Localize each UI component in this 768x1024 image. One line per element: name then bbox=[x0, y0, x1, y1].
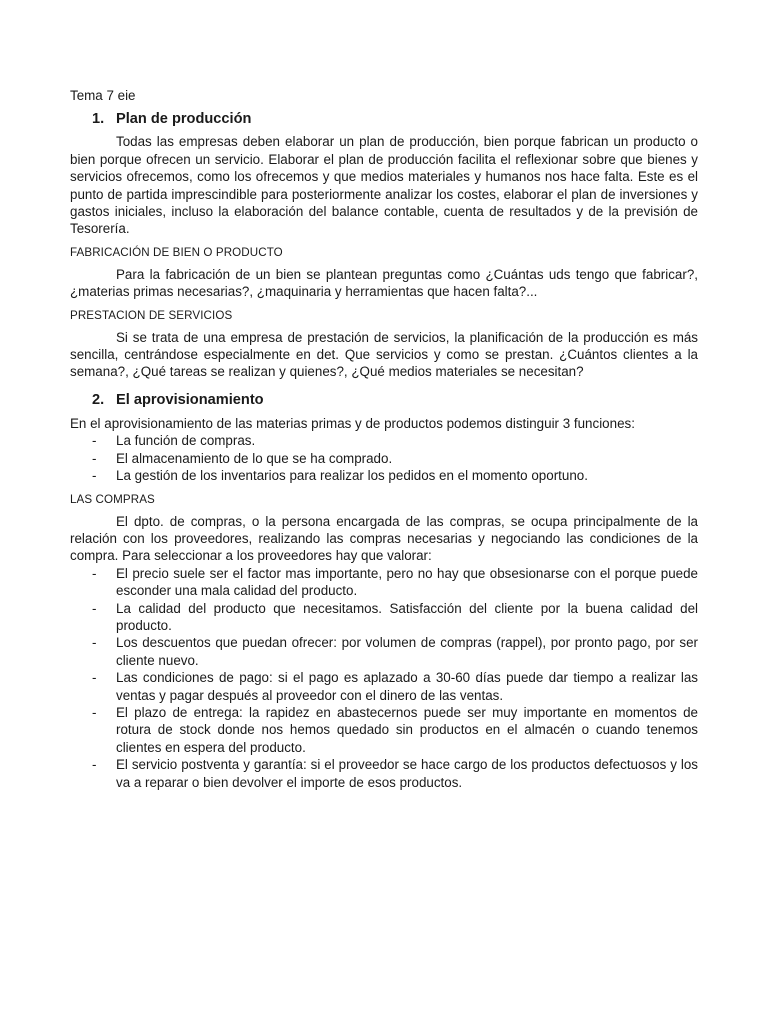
section-2-number: 2. bbox=[92, 391, 105, 408]
list-item bbox=[70, 432, 698, 449]
functions-list bbox=[70, 432, 698, 484]
subheading-prestacion: PRESTACION DE SERVICIOS bbox=[70, 308, 233, 322]
list-item bbox=[70, 565, 698, 600]
list-item-text: Las condiciones de pago: si el pago es aplazado a 30-60 días puede dar tiempo a realizar las ventas y pagar después al proveedor con el dinero de las ventas. bbox=[116, 670, 698, 703]
list-item bbox=[70, 704, 698, 756]
dash-bullet: - bbox=[92, 565, 97, 581]
list-item bbox=[70, 669, 698, 704]
list-item bbox=[70, 467, 698, 484]
aprovisionamiento-intro: En el aprovisionamiento de las materias primas y de productos podemos distinguir 3 funciones: bbox=[70, 415, 635, 431]
compras-paragraph: El dpto. de compras, o la persona encargada de las compras, se ocupa principalmente de la relación con los proveedores, realizando las compras necesarias y negociando las condiciones de la compra. Para seleccionar a los proveedores hay que valorar: bbox=[70, 513, 698, 564]
section-2-title bbox=[70, 390, 698, 410]
list-item bbox=[70, 450, 698, 467]
dash-bullet: - bbox=[92, 433, 97, 449]
dash-bullet: - bbox=[92, 704, 97, 720]
fabricacion-paragraph: Para la fabricación de un bien se plantean preguntas como ¿Cuántas uds tengo que fabricar?, ¿materias primas necesarias?, ¿maquinaria y herramientas que hacen falta?... bbox=[70, 266, 698, 300]
dash-bullet: - bbox=[92, 757, 97, 773]
document-header: Tema 7 eie bbox=[70, 88, 136, 103]
list-item bbox=[70, 634, 698, 669]
section-1-paragraph: Todas las empresas deben elaborar un plan de producción, bien porque fabrican un producto o bien porque ofrecen un servicio. Elaborar el plan de producción facilita el reflexionar sobre que bienes y servicios ofrecemos, como los ofrecemos y que medios materiales y humanos nos hace falta. Este es el punto de partida imprescindible para posteriormente analizar los costes, elaborar el plan de inversiones y gastos iniciales, incluso la elaboración del balance contable, cuenta de resultados y de la previsión de Tesorería. bbox=[70, 134, 698, 237]
list-item bbox=[70, 600, 698, 635]
section-1-title-text: Plan de producción bbox=[116, 111, 252, 128]
dash-bullet: - bbox=[92, 635, 97, 651]
list-item-text: El precio suele ser el factor mas importante, pero no hay que obsesionarse con el porque puede esconder una mala calidad del producto. bbox=[116, 565, 698, 599]
section-2-title-text: El aprovisionamiento bbox=[116, 391, 264, 408]
list-item-text: Los descuentos que puedan ofrecer: por volumen de compras (rappel), por pronto pago, por ser cliente nuevo. bbox=[116, 635, 698, 668]
dash-bullet: - bbox=[92, 450, 97, 466]
list-item-text: El servicio postventa y garantía: si el proveedor se hace cargo de los productos defectuosos y los va a reparar o bien devolver el importe de esos productos. bbox=[116, 757, 698, 790]
list-item-text: La calidad del producto que necesitamos. Satisfacción del cliente por la buena calidad del producto. bbox=[116, 600, 698, 633]
subheading-fabricacion: FABRICACIÓN DE BIEN O PRODUCTO bbox=[70, 245, 283, 259]
dash-bullet: - bbox=[92, 468, 97, 484]
list-item-text: El plazo de entrega: la rapidez en abastecernos puede ser muy importante en momentos de rotura de stock donde nos hemos quedado sin productos en el almacén o cuando tenemos clientes en espera del producto. bbox=[116, 704, 698, 755]
subheading-compras: LAS COMPRAS bbox=[70, 492, 155, 506]
document-page bbox=[70, 87, 698, 791]
section-1-number: 1. bbox=[92, 111, 105, 128]
list-item-text: El almacenamiento de lo que se ha comprado. bbox=[116, 450, 393, 466]
dash-bullet: - bbox=[92, 600, 97, 616]
list-item-text: La gestión de los inventarios para realizar los pedidos en el momento oportuno. bbox=[116, 468, 588, 484]
section-1-title bbox=[70, 109, 698, 129]
list-item bbox=[70, 756, 698, 791]
dash-bullet: - bbox=[92, 670, 97, 686]
prestacion-paragraph: Si se trata de una empresa de prestación de servicios, la planificación de la producción es más sencilla, centrándose especialmente en det. Que servicios y como se prestan. ¿Cuántos clientes a la semana?, ¿Qué tareas se realizan y quienes?, ¿Qué medios materiales se necesitan? bbox=[70, 329, 698, 380]
list-item-text: La función de compras. bbox=[116, 433, 256, 449]
criteria-list bbox=[70, 565, 698, 791]
